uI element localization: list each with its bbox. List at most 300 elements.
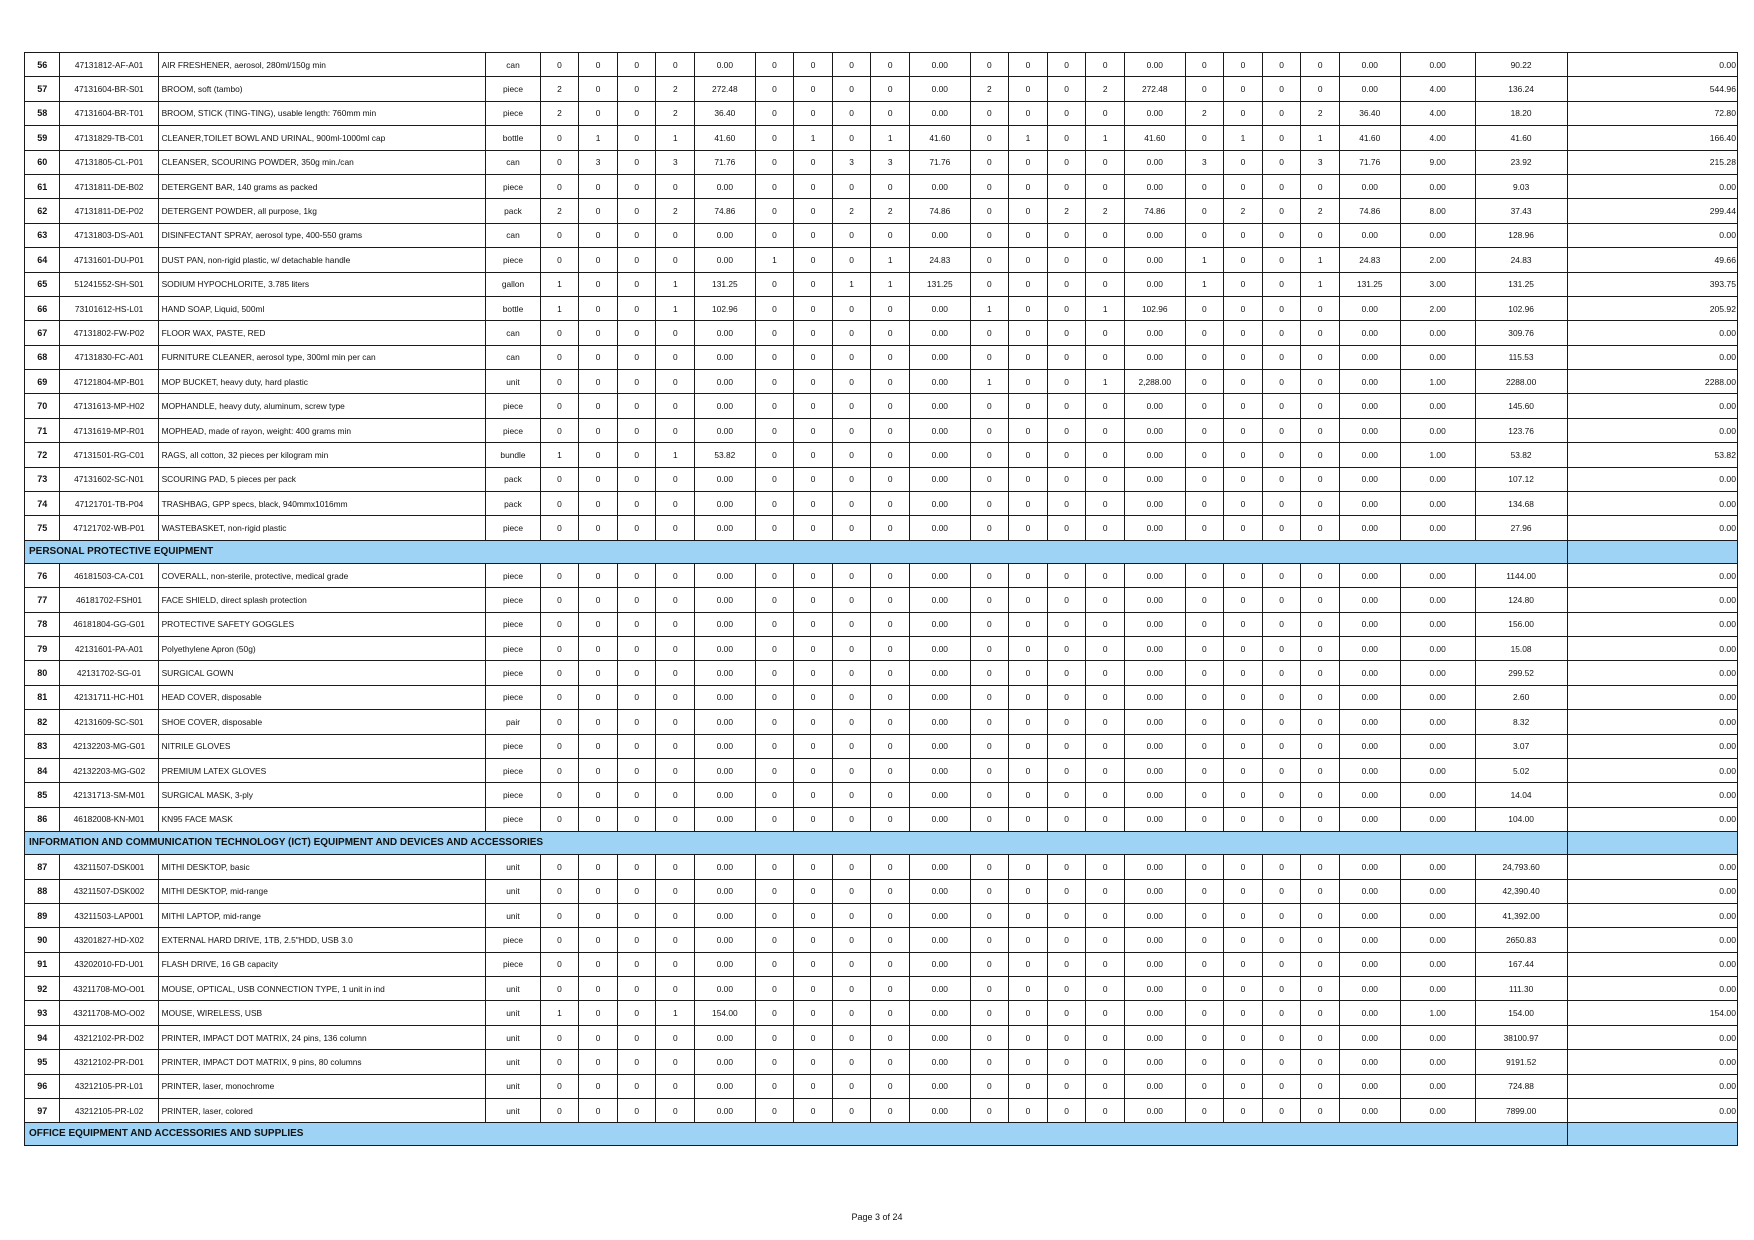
q3-amount: 0.00 xyxy=(1125,636,1186,660)
q2-month1-qty: 0 xyxy=(755,928,794,952)
q1-amount: 0.00 xyxy=(695,685,756,709)
item-description: BROOM, soft (tambo) xyxy=(158,77,486,101)
item-code: 47121804-MP-B01 xyxy=(60,370,158,394)
q4-month1-qty: 0 xyxy=(1185,467,1224,491)
q2-month2-qty: 0 xyxy=(794,588,833,612)
q2-month2-qty: 0 xyxy=(794,248,833,272)
q2-total-qty: 0 xyxy=(871,977,910,1001)
q4-amount: 41.60 xyxy=(1339,126,1400,150)
table-row xyxy=(25,296,1738,320)
total-quantity: 0.00 xyxy=(1400,1050,1475,1074)
q4-amount: 0.00 xyxy=(1339,492,1400,516)
q4-month3-qty: 0 xyxy=(1262,296,1301,320)
item-number: 75 xyxy=(25,516,60,540)
q4-month1-qty: 2 xyxy=(1185,101,1224,125)
q1-amount: 0.00 xyxy=(695,952,756,976)
q3-month3-qty: 0 xyxy=(1047,296,1086,320)
q4-month2-qty: 0 xyxy=(1224,661,1263,685)
unit-price: 53.82 xyxy=(1475,443,1567,467)
unit-of-measure: piece xyxy=(486,563,540,587)
item-code: 47121702-WB-P01 xyxy=(60,516,158,540)
q1-amount: 0.00 xyxy=(695,1050,756,1074)
unit-of-measure: bundle xyxy=(486,443,540,467)
q3-month1-qty: 0 xyxy=(970,126,1009,150)
q3-amount: 0.00 xyxy=(1125,977,1186,1001)
q4-total-qty: 0 xyxy=(1301,53,1340,77)
item-description: FLOOR WAX, PASTE, RED xyxy=(158,321,486,345)
q4-month2-qty: 0 xyxy=(1224,53,1263,77)
q1-total-qty: 0 xyxy=(656,952,695,976)
unit-price: 27.96 xyxy=(1475,516,1567,540)
q1-month1-qty: 0 xyxy=(540,223,579,247)
unit-of-measure: unit xyxy=(486,903,540,927)
unit-price: 309.76 xyxy=(1475,321,1567,345)
q1-total-qty: 0 xyxy=(656,612,695,636)
item-code: 73101612-HS-L01 xyxy=(60,296,158,320)
q4-amount: 0.00 xyxy=(1339,174,1400,198)
q2-month2-qty: 0 xyxy=(794,101,833,125)
q1-month3-qty: 0 xyxy=(617,928,656,952)
q3-amount: 0.00 xyxy=(1125,418,1186,442)
q1-amount: 131.25 xyxy=(695,272,756,296)
q2-total-qty: 0 xyxy=(871,879,910,903)
q1-total-qty: 0 xyxy=(656,248,695,272)
q1-month1-qty: 0 xyxy=(540,612,579,636)
total-quantity: 0.00 xyxy=(1400,1074,1475,1098)
item-description: DISINFECTANT SPRAY, aerosol type, 400-550 grams xyxy=(158,223,486,247)
q3-month3-qty: 0 xyxy=(1047,563,1086,587)
section-header xyxy=(25,1123,1738,1146)
q4-amount: 36.40 xyxy=(1339,101,1400,125)
q1-month1-qty: 0 xyxy=(540,370,579,394)
q4-amount: 0.00 xyxy=(1339,661,1400,685)
unit-of-measure: can xyxy=(486,321,540,345)
q1-total-qty: 0 xyxy=(656,783,695,807)
q2-month2-qty: 0 xyxy=(794,928,833,952)
q4-month2-qty: 0 xyxy=(1224,928,1263,952)
item-code: 47131829-TB-C01 xyxy=(60,126,158,150)
item-description: MOP BUCKET, heavy duty, hard plastic xyxy=(158,370,486,394)
section-title: INFORMATION AND COMMUNICATION TECHNOLOGY (ICT) EQUIPMENT AND DEVICES AND ACCESSORIES xyxy=(25,832,1568,855)
q2-month1-qty: 0 xyxy=(755,588,794,612)
unit-of-measure: can xyxy=(486,150,540,174)
q4-month3-qty: 0 xyxy=(1262,661,1301,685)
q1-month3-qty: 0 xyxy=(617,1074,656,1098)
q2-month3-qty: 0 xyxy=(832,1050,871,1074)
q4-month2-qty: 2 xyxy=(1224,199,1263,223)
item-code: 47121701-TB-P04 xyxy=(60,492,158,516)
item-description: CLEANSER, SCOURING POWDER, 350g min./can xyxy=(158,150,486,174)
q3-amount: 0.00 xyxy=(1125,53,1186,77)
q2-total-qty: 0 xyxy=(871,418,910,442)
q2-month1-qty: 0 xyxy=(755,101,794,125)
q2-month2-qty: 0 xyxy=(794,1001,833,1025)
q4-total-qty: 0 xyxy=(1301,77,1340,101)
q1-month3-qty: 0 xyxy=(617,758,656,782)
item-code: 47131601-DU-P01 xyxy=(60,248,158,272)
q1-month2-qty: 0 xyxy=(579,588,618,612)
total-quantity: 8.00 xyxy=(1400,199,1475,223)
table-row xyxy=(25,588,1738,612)
q2-month3-qty: 0 xyxy=(832,101,871,125)
q2-total-qty: 0 xyxy=(871,661,910,685)
q1-month2-qty: 3 xyxy=(579,150,618,174)
q1-amount: 0.00 xyxy=(695,1074,756,1098)
q2-month2-qty: 0 xyxy=(794,807,833,831)
q2-month3-qty: 2 xyxy=(832,199,871,223)
q3-month2-qty: 0 xyxy=(1009,467,1048,491)
item-code: 42132203-MG-G02 xyxy=(60,758,158,782)
table-row xyxy=(25,516,1738,540)
q1-total-qty: 0 xyxy=(656,1074,695,1098)
q4-amount: 0.00 xyxy=(1339,1001,1400,1025)
q1-amount: 0.00 xyxy=(695,345,756,369)
q2-month2-qty: 0 xyxy=(794,53,833,77)
q1-month3-qty: 0 xyxy=(617,492,656,516)
q2-month1-qty: 0 xyxy=(755,174,794,198)
q1-month1-qty: 0 xyxy=(540,492,579,516)
q3-total-qty: 0 xyxy=(1086,272,1125,296)
q4-month1-qty: 0 xyxy=(1185,394,1224,418)
q3-amount: 0.00 xyxy=(1125,903,1186,927)
q1-month3-qty: 0 xyxy=(617,710,656,734)
q2-month3-qty: 0 xyxy=(832,952,871,976)
q3-month1-qty: 0 xyxy=(970,758,1009,782)
unit-price: 3.07 xyxy=(1475,734,1567,758)
q4-month3-qty: 0 xyxy=(1262,783,1301,807)
q3-total-qty: 2 xyxy=(1086,199,1125,223)
q4-total-qty: 0 xyxy=(1301,928,1340,952)
q1-month2-qty: 0 xyxy=(579,223,618,247)
total-amount: 205.92 xyxy=(1567,296,1737,320)
q1-month2-qty: 0 xyxy=(579,928,618,952)
q2-amount: 0.00 xyxy=(910,928,971,952)
q1-month3-qty: 0 xyxy=(617,563,656,587)
q4-month3-qty: 0 xyxy=(1262,248,1301,272)
q2-total-qty: 0 xyxy=(871,101,910,125)
total-quantity: 0.00 xyxy=(1400,53,1475,77)
unit-of-measure: gallon xyxy=(486,272,540,296)
table-row xyxy=(25,636,1738,660)
total-amount: 299.44 xyxy=(1567,199,1737,223)
q2-amount: 0.00 xyxy=(910,467,971,491)
q3-month3-qty: 0 xyxy=(1047,612,1086,636)
q3-month3-qty: 0 xyxy=(1047,1099,1086,1123)
q2-month3-qty: 0 xyxy=(832,903,871,927)
unit-price: 41.60 xyxy=(1475,126,1567,150)
q3-total-qty: 0 xyxy=(1086,952,1125,976)
item-code: 47131619-MP-R01 xyxy=(60,418,158,442)
q2-amount: 0.00 xyxy=(910,685,971,709)
q4-month3-qty: 0 xyxy=(1262,758,1301,782)
q4-month3-qty: 0 xyxy=(1262,516,1301,540)
total-quantity: 0.00 xyxy=(1400,855,1475,879)
q3-month1-qty: 0 xyxy=(970,394,1009,418)
q2-month3-qty: 0 xyxy=(832,636,871,660)
total-quantity: 0.00 xyxy=(1400,174,1475,198)
q3-month1-qty: 0 xyxy=(970,807,1009,831)
q1-month2-qty: 0 xyxy=(579,1074,618,1098)
unit-of-measure: can xyxy=(486,53,540,77)
q4-month3-qty: 0 xyxy=(1262,563,1301,587)
q3-total-qty: 0 xyxy=(1086,855,1125,879)
q2-month3-qty: 0 xyxy=(832,418,871,442)
q1-month3-qty: 0 xyxy=(617,636,656,660)
item-number: 70 xyxy=(25,394,60,418)
q4-total-qty: 0 xyxy=(1301,1099,1340,1123)
q2-amount: 0.00 xyxy=(910,492,971,516)
item-number: 61 xyxy=(25,174,60,198)
q2-month1-qty: 0 xyxy=(755,612,794,636)
q4-month2-qty: 0 xyxy=(1224,734,1263,758)
q4-total-qty: 1 xyxy=(1301,126,1340,150)
q3-month1-qty: 0 xyxy=(970,977,1009,1001)
q2-total-qty: 0 xyxy=(871,345,910,369)
unit-price: 131.25 xyxy=(1475,272,1567,296)
item-number: 96 xyxy=(25,1074,60,1098)
q1-amount: 0.00 xyxy=(695,783,756,807)
q2-month3-qty: 0 xyxy=(832,1074,871,1098)
q1-month2-qty: 0 xyxy=(579,272,618,296)
q3-month3-qty: 0 xyxy=(1047,1050,1086,1074)
q3-month1-qty: 0 xyxy=(970,248,1009,272)
q1-month1-qty: 0 xyxy=(540,855,579,879)
q4-month3-qty: 0 xyxy=(1262,370,1301,394)
q1-total-qty: 1 xyxy=(656,126,695,150)
item-code: 42131601-PA-A01 xyxy=(60,636,158,660)
total-quantity: 4.00 xyxy=(1400,77,1475,101)
item-number: 81 xyxy=(25,685,60,709)
q3-total-qty: 0 xyxy=(1086,516,1125,540)
q2-month2-qty: 0 xyxy=(794,199,833,223)
total-quantity: 0.00 xyxy=(1400,758,1475,782)
total-quantity: 0.00 xyxy=(1400,394,1475,418)
q4-month1-qty: 0 xyxy=(1185,879,1224,903)
q2-month1-qty: 0 xyxy=(755,783,794,807)
q4-month1-qty: 0 xyxy=(1185,952,1224,976)
q2-month3-qty: 0 xyxy=(832,879,871,903)
q4-total-qty: 0 xyxy=(1301,296,1340,320)
q4-amount: 71.76 xyxy=(1339,150,1400,174)
q2-month1-qty: 0 xyxy=(755,734,794,758)
q2-total-qty: 0 xyxy=(871,903,910,927)
q1-month3-qty: 0 xyxy=(617,903,656,927)
item-number: 76 xyxy=(25,563,60,587)
item-code: 47131604-BR-T01 xyxy=(60,101,158,125)
q1-total-qty: 0 xyxy=(656,710,695,734)
item-number: 59 xyxy=(25,126,60,150)
total-quantity: 0.00 xyxy=(1400,467,1475,491)
q1-total-qty: 0 xyxy=(656,977,695,1001)
q2-month1-qty: 0 xyxy=(755,807,794,831)
q4-month2-qty: 0 xyxy=(1224,879,1263,903)
q1-month1-qty: 0 xyxy=(540,734,579,758)
q1-month1-qty: 0 xyxy=(540,321,579,345)
q2-month2-qty: 0 xyxy=(794,685,833,709)
q1-month2-qty: 0 xyxy=(579,77,618,101)
unit-price: 299.52 xyxy=(1475,661,1567,685)
q4-month1-qty: 0 xyxy=(1185,1050,1224,1074)
q4-month3-qty: 0 xyxy=(1262,612,1301,636)
q3-amount: 0.00 xyxy=(1125,101,1186,125)
item-code: 43211708-MO-O01 xyxy=(60,977,158,1001)
q4-month2-qty: 0 xyxy=(1224,903,1263,927)
q4-month2-qty: 0 xyxy=(1224,685,1263,709)
q3-month1-qty: 0 xyxy=(970,345,1009,369)
q4-month3-qty: 0 xyxy=(1262,418,1301,442)
q2-total-qty: 0 xyxy=(871,174,910,198)
unit-of-measure: unit xyxy=(486,1074,540,1098)
q3-total-qty: 0 xyxy=(1086,394,1125,418)
q4-total-qty: 0 xyxy=(1301,1001,1340,1025)
item-description: SHOE COVER, disposable xyxy=(158,710,486,734)
table-row xyxy=(25,150,1738,174)
table-row xyxy=(25,126,1738,150)
q2-month2-qty: 0 xyxy=(794,321,833,345)
q2-month3-qty: 0 xyxy=(832,685,871,709)
table-row xyxy=(25,928,1738,952)
q1-month1-qty: 0 xyxy=(540,174,579,198)
table-row xyxy=(25,783,1738,807)
q2-month1-qty: 0 xyxy=(755,126,794,150)
unit-price: 154.00 xyxy=(1475,1001,1567,1025)
q1-month1-qty: 0 xyxy=(540,588,579,612)
table-row xyxy=(25,807,1738,831)
q4-month1-qty: 0 xyxy=(1185,928,1224,952)
q3-amount: 41.60 xyxy=(1125,126,1186,150)
q3-amount: 0.00 xyxy=(1125,807,1186,831)
q4-total-qty: 0 xyxy=(1301,855,1340,879)
q4-month1-qty: 0 xyxy=(1185,77,1224,101)
q2-month3-qty: 0 xyxy=(832,710,871,734)
table-row xyxy=(25,418,1738,442)
q2-month2-qty: 0 xyxy=(794,418,833,442)
q2-month3-qty: 0 xyxy=(832,783,871,807)
total-quantity: 4.00 xyxy=(1400,126,1475,150)
item-number: 97 xyxy=(25,1099,60,1123)
q4-amount: 0.00 xyxy=(1339,928,1400,952)
item-description: SURGICAL MASK, 3-ply xyxy=(158,783,486,807)
q4-month3-qty: 0 xyxy=(1262,467,1301,491)
item-number: 92 xyxy=(25,977,60,1001)
total-amount: 0.00 xyxy=(1567,879,1737,903)
q3-total-qty: 0 xyxy=(1086,443,1125,467)
section-band-end xyxy=(1567,832,1737,855)
total-amount: 215.28 xyxy=(1567,150,1737,174)
q4-amount: 131.25 xyxy=(1339,272,1400,296)
q3-month1-qty: 0 xyxy=(970,53,1009,77)
item-number: 87 xyxy=(25,855,60,879)
q3-total-qty: 0 xyxy=(1086,563,1125,587)
q3-month2-qty: 0 xyxy=(1009,77,1048,101)
item-number: 69 xyxy=(25,370,60,394)
q2-month2-qty: 0 xyxy=(794,174,833,198)
total-amount: 0.00 xyxy=(1567,855,1737,879)
q2-total-qty: 0 xyxy=(871,394,910,418)
total-quantity: 1.00 xyxy=(1400,370,1475,394)
q4-month3-qty: 0 xyxy=(1262,855,1301,879)
q3-month2-qty: 0 xyxy=(1009,174,1048,198)
q1-total-qty: 2 xyxy=(656,101,695,125)
q1-total-qty: 0 xyxy=(656,879,695,903)
q1-month3-qty: 0 xyxy=(617,296,656,320)
total-amount: 2288.00 xyxy=(1567,370,1737,394)
q2-month2-qty: 0 xyxy=(794,370,833,394)
q4-month3-qty: 0 xyxy=(1262,952,1301,976)
unit-price: 111.30 xyxy=(1475,977,1567,1001)
q4-total-qty: 0 xyxy=(1301,903,1340,927)
q4-total-qty: 0 xyxy=(1301,516,1340,540)
q2-month1-qty: 0 xyxy=(755,418,794,442)
q3-month2-qty: 0 xyxy=(1009,903,1048,927)
total-amount: 0.00 xyxy=(1567,492,1737,516)
q3-month2-qty: 0 xyxy=(1009,612,1048,636)
q1-month1-qty: 0 xyxy=(540,903,579,927)
unit-of-measure: piece xyxy=(486,661,540,685)
total-amount: 0.00 xyxy=(1567,1074,1737,1098)
q4-month2-qty: 0 xyxy=(1224,758,1263,782)
item-description: KN95 FACE MASK xyxy=(158,807,486,831)
item-number: 82 xyxy=(25,710,60,734)
table-row xyxy=(25,394,1738,418)
item-number: 64 xyxy=(25,248,60,272)
item-description: DETERGENT BAR, 140 grams as packed xyxy=(158,174,486,198)
q4-total-qty: 2 xyxy=(1301,199,1340,223)
item-code: 42131702-SG-01 xyxy=(60,661,158,685)
q1-total-qty: 0 xyxy=(656,53,695,77)
q4-month1-qty: 0 xyxy=(1185,661,1224,685)
q1-month3-qty: 0 xyxy=(617,77,656,101)
q2-total-qty: 0 xyxy=(871,516,910,540)
q2-month1-qty: 0 xyxy=(755,223,794,247)
q3-amount: 0.00 xyxy=(1125,563,1186,587)
q1-month1-qty: 0 xyxy=(540,1099,579,1123)
total-amount: 166.40 xyxy=(1567,126,1737,150)
q1-month2-qty: 0 xyxy=(579,807,618,831)
q4-month3-qty: 0 xyxy=(1262,1025,1301,1049)
q3-month3-qty: 0 xyxy=(1047,783,1086,807)
table-row xyxy=(25,855,1738,879)
q4-month1-qty: 0 xyxy=(1185,612,1224,636)
q1-month1-qty: 0 xyxy=(540,758,579,782)
q2-amount: 0.00 xyxy=(910,952,971,976)
q4-month2-qty: 0 xyxy=(1224,710,1263,734)
q2-total-qty: 0 xyxy=(871,612,910,636)
q3-total-qty: 0 xyxy=(1086,685,1125,709)
section-title: PERSONAL PROTECTIVE EQUIPMENT xyxy=(25,540,1568,563)
table-row xyxy=(25,903,1738,927)
q3-month3-qty: 0 xyxy=(1047,636,1086,660)
q1-month1-qty: 0 xyxy=(540,467,579,491)
q2-month2-qty: 0 xyxy=(794,1074,833,1098)
q1-amount: 74.86 xyxy=(695,199,756,223)
q1-month2-qty: 0 xyxy=(579,321,618,345)
item-code: 46181804-GG-G01 xyxy=(60,612,158,636)
q4-amount: 0.00 xyxy=(1339,903,1400,927)
q1-month3-qty: 0 xyxy=(617,1001,656,1025)
q2-amount: 0.00 xyxy=(910,807,971,831)
q4-total-qty: 0 xyxy=(1301,710,1340,734)
q2-amount: 0.00 xyxy=(910,1099,971,1123)
q1-total-qty: 0 xyxy=(656,855,695,879)
q3-total-qty: 0 xyxy=(1086,588,1125,612)
q3-total-qty: 0 xyxy=(1086,636,1125,660)
q4-total-qty: 1 xyxy=(1301,248,1340,272)
q3-month2-qty: 0 xyxy=(1009,443,1048,467)
q4-total-qty: 0 xyxy=(1301,977,1340,1001)
item-description: EXTERNAL HARD DRIVE, 1TB, 2.5"HDD, USB 3.0 xyxy=(158,928,486,952)
q1-total-qty: 3 xyxy=(656,150,695,174)
